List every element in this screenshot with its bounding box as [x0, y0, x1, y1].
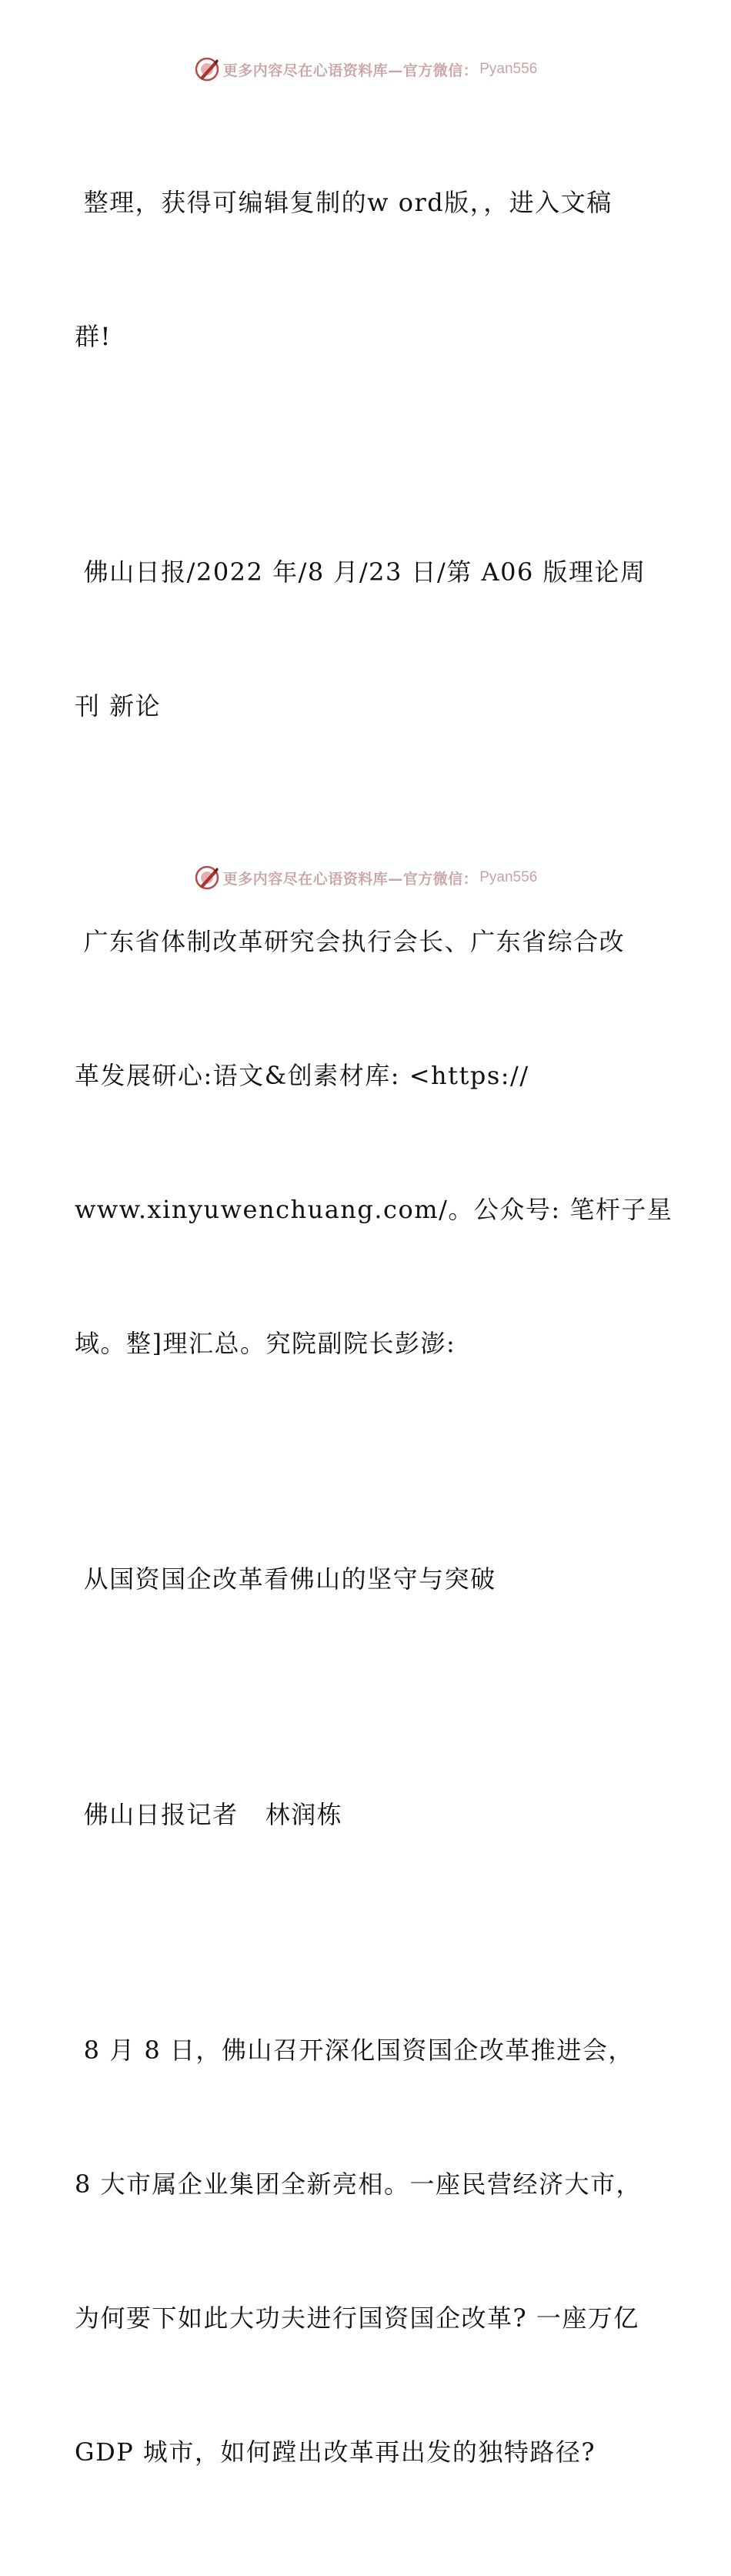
pen-logo-icon [194, 56, 220, 82]
banner-text: 更多内容尽在心语资料库—官方微信： [222, 870, 479, 888]
banner-wechat-id: Pyan556 [479, 869, 538, 885]
text-line: www.xinyuwenchuang.com/。公众号: 笔杆子星 [75, 1195, 673, 1224]
banner-wechat-id: Pyan556 [479, 61, 538, 77]
byline [75, 1703, 667, 1926]
text-line: 群! [75, 322, 112, 351]
header-banner [0, 54, 731, 85]
document-body [75, 91, 673, 2576]
text-line: 革发展研心:语文&创素材库: <https:// [75, 1061, 529, 1090]
banner-text: 更多内容尽在心语资料库—官方微信： [222, 62, 479, 79]
footer-banner [0, 862, 731, 893]
source-paragraph [75, 460, 667, 818]
text-line: 为何要下如此大功夫进行国资国企改革? 一座万亿 [75, 2303, 639, 2333]
text-line: 广东省体制改革研究会执行会长、广东省综合改 [75, 927, 626, 956]
text-line: 域。整]理汇总。究院副院长彭澎: [75, 1329, 456, 1358]
text-line: 佛山日报记者 林润栋 [75, 1800, 343, 1829]
pen-logo-icon [194, 865, 220, 891]
article-title [75, 1467, 667, 1691]
text-line: GDP 城市，如何蹚出改革再出发的独特路径? [75, 2437, 596, 2467]
author-paragraph [75, 830, 673, 1455]
body-paragraph [75, 1939, 667, 2564]
text-line: 从国资国企改革看佛山的坚守与突破 [75, 1564, 496, 1594]
text-line: 刊 新论 [75, 691, 162, 721]
text-line: 整理，获得可编辑复制的w ord版，，进入文稿 [75, 188, 613, 217]
text-line: 佛山日报/2022 年/8 月/23 日/第 A06 版理论周 [75, 557, 646, 587]
intro-paragraph [75, 91, 667, 448]
text-line: 8 大市属企业集团全新亮相。一座民营经济大市， [75, 2170, 643, 2199]
text-line: 8 月 8 日，佛山召开深化国资国企改革推进会， [75, 2036, 634, 2065]
